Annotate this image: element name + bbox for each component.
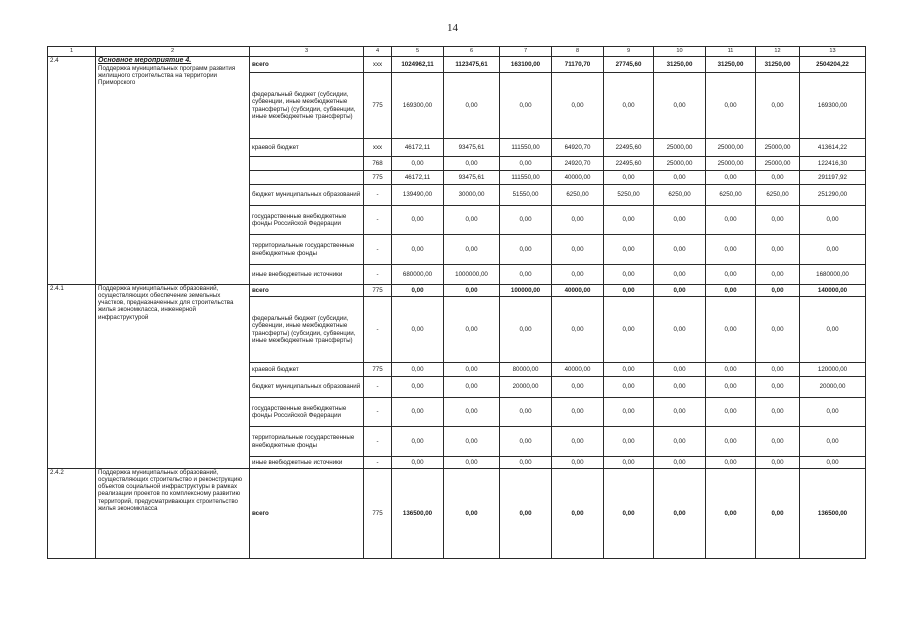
- funding-source: краевой бюджет: [250, 139, 364, 157]
- amount-cell: 71170,70: [552, 57, 604, 73]
- amount-cell: 80000,00: [500, 363, 552, 377]
- amount-cell: 139490,00: [392, 185, 444, 206]
- funding-source: [250, 157, 364, 171]
- budget-code: 775: [364, 363, 392, 377]
- amount-cell: 0,00: [552, 469, 604, 559]
- funding-source: государственные внебюджетные фонды Российской Федерации: [250, 206, 364, 235]
- header-cell: 9: [604, 47, 654, 57]
- amount-cell: 136500,00: [392, 469, 444, 559]
- amount-cell: 0,00: [706, 206, 756, 235]
- amount-cell: 0,00: [654, 363, 706, 377]
- amount-cell: 0,00: [444, 398, 500, 427]
- amount-cell: 20000,00: [800, 377, 866, 398]
- funding-source: территориальные государственные внебюджетные фонды: [250, 427, 364, 457]
- amount-cell: 0,00: [500, 297, 552, 363]
- amount-cell: 0,00: [654, 265, 706, 285]
- amount-cell: 0,00: [552, 297, 604, 363]
- amount-cell: 25000,00: [756, 139, 800, 157]
- amount-cell: 0,00: [444, 206, 500, 235]
- amount-cell: 0,00: [444, 157, 500, 171]
- amount-cell: 0,00: [706, 285, 756, 297]
- amount-cell: 0,00: [500, 265, 552, 285]
- amount-cell: 0,00: [552, 427, 604, 457]
- amount-cell: 31250,00: [706, 57, 756, 73]
- amount-cell: 0,00: [706, 73, 756, 139]
- amount-cell: 51550,00: [500, 185, 552, 206]
- funding-source: бюджет муниципальных образований: [250, 185, 364, 206]
- amount-cell: 0,00: [500, 398, 552, 427]
- header-row: [48, 47, 866, 57]
- amount-cell: 0,00: [706, 427, 756, 457]
- amount-cell: 413614,22: [800, 139, 866, 157]
- amount-cell: 0,00: [444, 363, 500, 377]
- amount-cell: 25000,00: [706, 139, 756, 157]
- amount-cell: 31250,00: [654, 57, 706, 73]
- budget-code: ххх: [364, 139, 392, 157]
- item-description: Поддержка муниципальных программ развития жилищного строительства на территории Приморского: [98, 65, 236, 87]
- amount-cell: 31250,00: [756, 57, 800, 73]
- budget-code: -: [364, 427, 392, 457]
- amount-cell: 0,00: [444, 235, 500, 265]
- amount-cell: 0,00: [800, 427, 866, 457]
- table-row: [48, 285, 866, 297]
- budget-code: -: [364, 297, 392, 363]
- amount-cell: 0,00: [800, 457, 866, 469]
- budget-code: 775: [364, 73, 392, 139]
- amount-cell: 0,00: [654, 377, 706, 398]
- amount-cell: 0,00: [444, 377, 500, 398]
- amount-cell: 1024962,11: [392, 57, 444, 73]
- amount-cell: 0,00: [392, 398, 444, 427]
- amount-cell: 0,00: [654, 469, 706, 559]
- item-name: [96, 469, 250, 559]
- amount-cell: 0,00: [392, 457, 444, 469]
- amount-cell: 40000,00: [552, 285, 604, 297]
- amount-cell: 0,00: [604, 235, 654, 265]
- amount-cell: 122416,30: [800, 157, 866, 171]
- funding-source: территориальные государственные внебюджетные фонды: [250, 235, 364, 265]
- header-cell: 12: [756, 47, 800, 57]
- amount-cell: 93475,61: [444, 139, 500, 157]
- amount-cell: 0,00: [706, 235, 756, 265]
- amount-cell: 0,00: [706, 265, 756, 285]
- amount-cell: 5250,00: [604, 185, 654, 206]
- budget-code: -: [364, 398, 392, 427]
- amount-cell: 0,00: [500, 457, 552, 469]
- amount-cell: 0,00: [500, 469, 552, 559]
- amount-cell: 0,00: [392, 235, 444, 265]
- amount-cell: 46172,11: [392, 139, 444, 157]
- amount-cell: 0,00: [654, 427, 706, 457]
- header-cell: 2: [96, 47, 250, 57]
- header-cell: 11: [706, 47, 756, 57]
- funding-source: краевой бюджет: [250, 363, 364, 377]
- amount-cell: 0,00: [604, 285, 654, 297]
- table-row: [48, 57, 866, 73]
- amount-cell: 0,00: [604, 265, 654, 285]
- header-cell: 1: [48, 47, 96, 57]
- amount-cell: 0,00: [756, 73, 800, 139]
- budget-code: 775: [364, 469, 392, 559]
- amount-cell: 2504204,22: [800, 57, 866, 73]
- amount-cell: 111550,00: [500, 139, 552, 157]
- amount-cell: 24920,70: [552, 157, 604, 171]
- header-cell: 10: [654, 47, 706, 57]
- amount-cell: 0,00: [500, 427, 552, 457]
- item-id: 2.4: [48, 57, 96, 285]
- header-cell: 5: [392, 47, 444, 57]
- item-description: Поддержка муниципальных образований, осуществляющих строительство и реконструкцию объектов социальной инфраструктуры в рамках реализации проектов по комплексному развитию территорий, предусматривающих строительство жилья экономкласса: [98, 469, 242, 512]
- amount-cell: 680000,00: [392, 265, 444, 285]
- amount-cell: 0,00: [604, 427, 654, 457]
- amount-cell: 0,00: [604, 171, 654, 185]
- amount-cell: 22495,60: [604, 139, 654, 157]
- funding-source: [250, 171, 364, 185]
- amount-cell: 0,00: [552, 73, 604, 139]
- funding-source: всего: [250, 57, 364, 73]
- item-name: [96, 57, 250, 285]
- item-title: Основное мероприятие 4.: [98, 57, 192, 64]
- amount-cell: 0,00: [500, 235, 552, 265]
- amount-cell: 0,00: [552, 235, 604, 265]
- amount-cell: 0,00: [706, 171, 756, 185]
- amount-cell: 120000,00: [800, 363, 866, 377]
- amount-cell: 0,00: [800, 206, 866, 235]
- amount-cell: 25000,00: [654, 139, 706, 157]
- amount-cell: 27745,60: [604, 57, 654, 73]
- amount-cell: 0,00: [654, 297, 706, 363]
- amount-cell: 30000,00: [444, 185, 500, 206]
- amount-cell: 0,00: [444, 297, 500, 363]
- funding-source: федеральный бюджет (субсидии, субвенции, иные межбюджетные трансферты) (субсидии, субвенции, иные межбюджетные трансферты): [250, 73, 364, 139]
- amount-cell: 0,00: [392, 377, 444, 398]
- funding-source: иные внебюджетные источники: [250, 265, 364, 285]
- amount-cell: 0,00: [654, 235, 706, 265]
- amount-cell: 0,00: [756, 206, 800, 235]
- budget-code: -: [364, 377, 392, 398]
- budget-code: -: [364, 457, 392, 469]
- header-cell: 4: [364, 47, 392, 57]
- funding-source: государственные внебюджетные фонды Российской Федерации: [250, 398, 364, 427]
- amount-cell: 0,00: [654, 398, 706, 427]
- amount-cell: 0,00: [552, 457, 604, 469]
- budget-code: -: [364, 265, 392, 285]
- header-cell: 8: [552, 47, 604, 57]
- amount-cell: 40000,00: [552, 363, 604, 377]
- amount-cell: 0,00: [444, 285, 500, 297]
- page-number: 14: [447, 22, 458, 34]
- amount-cell: 0,00: [654, 73, 706, 139]
- item-id: 2.4.2: [48, 469, 96, 559]
- amount-cell: 100000,00: [500, 285, 552, 297]
- amount-cell: 251290,00: [800, 185, 866, 206]
- amount-cell: 0,00: [604, 363, 654, 377]
- funding-source: всего: [250, 285, 364, 297]
- header-cell: 6: [444, 47, 500, 57]
- amount-cell: 22495,60: [604, 157, 654, 171]
- amount-cell: 0,00: [444, 469, 500, 559]
- amount-cell: 0,00: [552, 398, 604, 427]
- amount-cell: 169300,00: [800, 73, 866, 139]
- amount-cell: 6250,00: [706, 185, 756, 206]
- amount-cell: 136500,00: [800, 469, 866, 559]
- funding-source: бюджет муниципальных образований: [250, 377, 364, 398]
- amount-cell: 0,00: [654, 285, 706, 297]
- amount-cell: 0,00: [706, 363, 756, 377]
- amount-cell: 25000,00: [706, 157, 756, 171]
- amount-cell: 0,00: [444, 457, 500, 469]
- amount-cell: 0,00: [392, 363, 444, 377]
- amount-cell: 0,00: [604, 377, 654, 398]
- budget-table: [47, 46, 866, 559]
- amount-cell: 0,00: [392, 157, 444, 171]
- amount-cell: 0,00: [552, 377, 604, 398]
- amount-cell: 163100,00: [500, 57, 552, 73]
- amount-cell: 0,00: [604, 457, 654, 469]
- budget-code: -: [364, 235, 392, 265]
- budget-code: -: [364, 206, 392, 235]
- budget-code: 775: [364, 171, 392, 185]
- amount-cell: 0,00: [756, 297, 800, 363]
- amount-cell: 0,00: [706, 469, 756, 559]
- amount-cell: 0,00: [756, 235, 800, 265]
- amount-cell: 0,00: [604, 73, 654, 139]
- amount-cell: 0,00: [800, 297, 866, 363]
- funding-source: федеральный бюджет (субсидии, субвенции, иные межбюджетные трансферты) (субсидии, субвенции, иные межбюджетные трансферты): [250, 297, 364, 363]
- amount-cell: 0,00: [604, 206, 654, 235]
- amount-cell: 93475,61: [444, 171, 500, 185]
- amount-cell: 291197,92: [800, 171, 866, 185]
- amount-cell: 169300,00: [392, 73, 444, 139]
- amount-cell: 6250,00: [756, 185, 800, 206]
- amount-cell: 0,00: [756, 363, 800, 377]
- amount-cell: 0,00: [654, 457, 706, 469]
- amount-cell: 0,00: [706, 377, 756, 398]
- amount-cell: 140000,00: [800, 285, 866, 297]
- amount-cell: 1000000,00: [444, 265, 500, 285]
- amount-cell: 46172,11: [392, 171, 444, 185]
- amount-cell: 64920,70: [552, 139, 604, 157]
- amount-cell: 0,00: [444, 73, 500, 139]
- item-name: [96, 285, 250, 469]
- header-cell: 7: [500, 47, 552, 57]
- amount-cell: 0,00: [654, 206, 706, 235]
- amount-cell: 25000,00: [756, 157, 800, 171]
- amount-cell: 111550,00: [500, 171, 552, 185]
- amount-cell: 40000,00: [552, 171, 604, 185]
- amount-cell: 0,00: [706, 398, 756, 427]
- amount-cell: 1680000,00: [800, 265, 866, 285]
- amount-cell: 0,00: [800, 235, 866, 265]
- amount-cell: 6250,00: [552, 185, 604, 206]
- amount-cell: 0,00: [756, 285, 800, 297]
- amount-cell: 0,00: [604, 469, 654, 559]
- amount-cell: 0,00: [756, 398, 800, 427]
- amount-cell: 25000,00: [654, 157, 706, 171]
- amount-cell: 0,00: [756, 377, 800, 398]
- item-id: 2.4.1: [48, 285, 96, 469]
- amount-cell: 0,00: [604, 297, 654, 363]
- amount-cell: 0,00: [392, 285, 444, 297]
- header-cell: 13: [800, 47, 866, 57]
- amount-cell: 0,00: [604, 398, 654, 427]
- budget-code: 775: [364, 285, 392, 297]
- amount-cell: 0,00: [654, 171, 706, 185]
- amount-cell: 0,00: [706, 457, 756, 469]
- amount-cell: 0,00: [552, 265, 604, 285]
- amount-cell: 0,00: [756, 457, 800, 469]
- budget-code: 768: [364, 157, 392, 171]
- amount-cell: 0,00: [756, 171, 800, 185]
- amount-cell: 1123475,61: [444, 57, 500, 73]
- amount-cell: 0,00: [392, 297, 444, 363]
- amount-cell: 0,00: [392, 206, 444, 235]
- amount-cell: 0,00: [706, 297, 756, 363]
- item-description: Поддержка муниципальных образований, осуществляющих обеспечение земельных участков, предназначенных для строительства жилья экономкласса, инженерной инфраструктурой: [98, 285, 234, 321]
- amount-cell: 0,00: [392, 427, 444, 457]
- amount-cell: 0,00: [500, 157, 552, 171]
- table-row: [48, 469, 866, 559]
- funding-source: иные внебюджетные источники: [250, 457, 364, 469]
- amount-cell: 0,00: [756, 469, 800, 559]
- amount-cell: 0,00: [500, 73, 552, 139]
- header-cell: 3: [250, 47, 364, 57]
- amount-cell: 0,00: [756, 265, 800, 285]
- amount-cell: 0,00: [444, 427, 500, 457]
- amount-cell: 20000,00: [500, 377, 552, 398]
- amount-cell: 6250,00: [654, 185, 706, 206]
- budget-code: -: [364, 185, 392, 206]
- amount-cell: 0,00: [552, 206, 604, 235]
- amount-cell: 0,00: [756, 427, 800, 457]
- budget-code: ххх: [364, 57, 392, 73]
- amount-cell: 0,00: [500, 206, 552, 235]
- amount-cell: 0,00: [800, 398, 866, 427]
- funding-source: всего: [250, 469, 364, 559]
